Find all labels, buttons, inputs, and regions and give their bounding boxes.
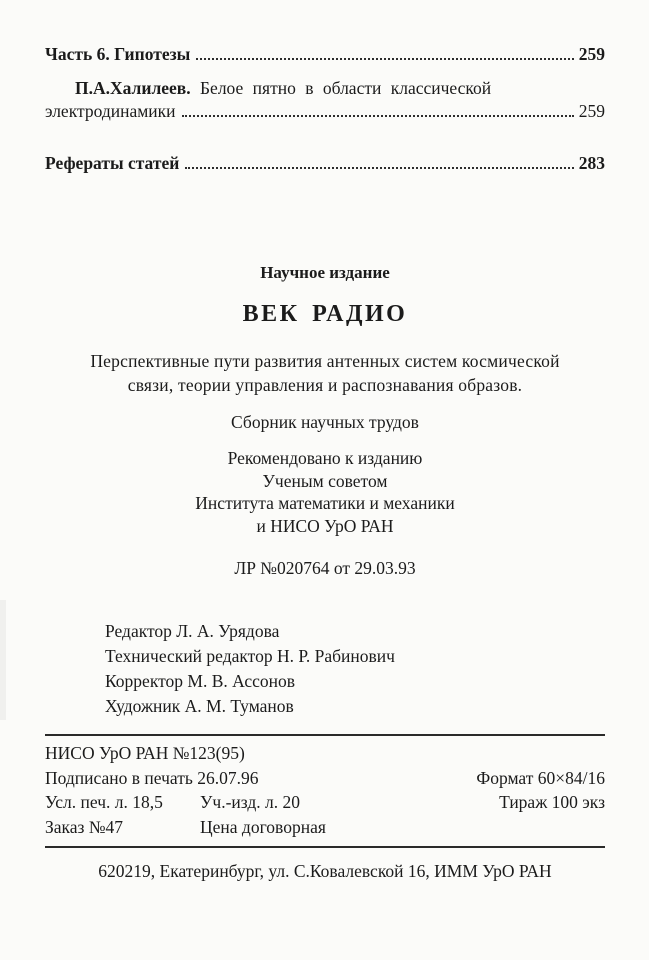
staff-credits (105, 619, 605, 719)
subtitle-line1: Перспективные пути развития антенных систем космической (90, 351, 560, 371)
recommend-line3: Института математики и механики (195, 493, 455, 513)
colophon-acc-sheets: Уч.-изд. л. 20 (200, 792, 300, 812)
colophon-row-sheets (45, 790, 605, 815)
toc-refs-page-number: 283 (578, 153, 605, 173)
toc-part-line (45, 44, 605, 65)
colophon-row-signed (45, 766, 605, 791)
colophon-signed-to-print: Подписано в печать 26.07.96 (45, 767, 259, 788)
colophon-issue: НИСО УрО РАН №123(95) (45, 743, 245, 763)
dotted-leader (185, 167, 573, 169)
colophon (45, 734, 605, 848)
table-of-contents (45, 44, 605, 174)
book-subtitle (45, 349, 605, 397)
toc-part-label: Часть 6. Гипотезы (45, 44, 191, 64)
colophon-circulation: Тираж 100 экз (499, 792, 605, 812)
colophon-row-order (45, 815, 605, 840)
toc-entry-page-number: 259 (578, 101, 605, 121)
toc-entry-title-continuation: электродинамики (45, 101, 176, 121)
staff-artist: Художник А. М. Туманов (105, 696, 294, 716)
toc-entry-title-text: Белое пятно в области классической (190, 78, 492, 98)
colophon-row-issue (45, 741, 605, 766)
toc-part-page-number: 259 (578, 44, 605, 64)
colophon-cond-sheets: Усл. печ. л. 18,5 (45, 792, 163, 812)
recommend-line1: Рекомендовано к изданию (227, 448, 423, 468)
toc-entry (45, 76, 605, 122)
colophon-order: Заказ №47 (45, 816, 124, 837)
edition-type: Научное издание (260, 263, 390, 282)
scan-smudge (0, 600, 6, 720)
staff-editor: Редактор Л. А. Урядова (105, 621, 280, 641)
colophon-format: Формат 60×84/16 (476, 767, 605, 788)
subtitle-line2: связи, теории управления и распознавания образов. (127, 375, 523, 395)
dotted-leader (182, 115, 574, 117)
toc-entry-title-line2 (45, 101, 605, 122)
license-number: ЛР №020764 от 29.03.93 (234, 558, 416, 578)
publisher-address: 620219, Екатеринбург, ул. С.Ковалевской 16, ИММ УрО РАН (98, 861, 552, 881)
staff-tech-editor: Технический редактор Н. Р. Рабинович (105, 646, 395, 666)
recommendation-block (45, 447, 605, 537)
collection-label: Сборник научных трудов (231, 412, 419, 432)
recommend-line2: Ученым советом (262, 470, 388, 491)
toc-refs-label: Рефераты статей (45, 153, 180, 173)
book-title: ВЕК РАДИО (242, 301, 408, 327)
toc-refs-line (45, 153, 605, 174)
colophon-price: Цена договорная (200, 816, 326, 837)
staff-corrector: Корректор М. В. Ассонов (105, 671, 295, 691)
recommend-line4: и НИСО УрО РАН (256, 515, 394, 536)
dotted-leader (196, 58, 573, 60)
toc-entry-title-line1 (45, 76, 605, 101)
toc-entry-author: П.А.Халилеев. (75, 78, 191, 98)
